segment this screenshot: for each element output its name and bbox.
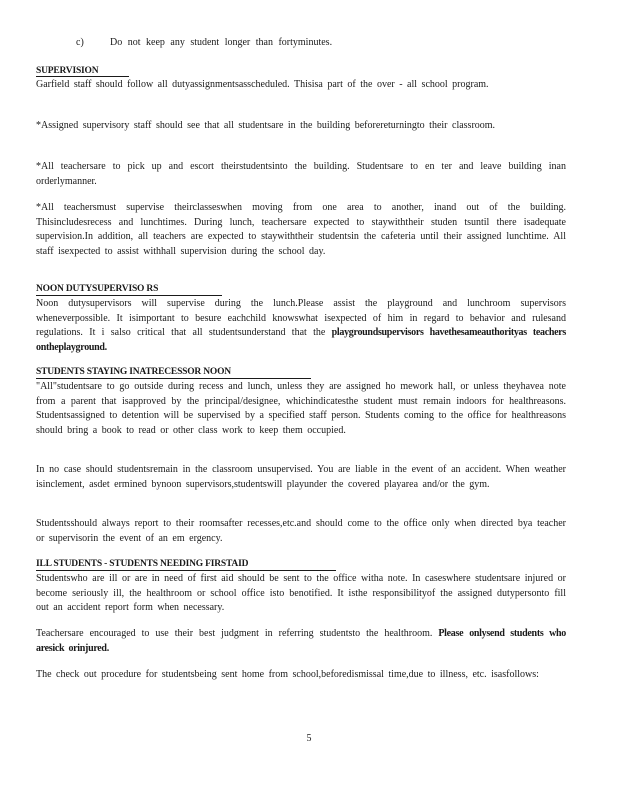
section-heading-ill-students: ILL STUDENTS - STUDENTS NEEDING FIRSTAID bbox=[36, 559, 249, 569]
ill-students-paragraph-3: The check out procedure for studentsbeing sent home from school,beforedismissal time,due to illness, etc. isasfollows: bbox=[36, 669, 539, 680]
section-heading-supervision: SUPERVISION bbox=[36, 66, 99, 76]
list-item-text: Do not keep any student longer than fortyminutes. bbox=[110, 37, 333, 48]
students-indoors-paragraph-3: Studentsshould always report to their roomsafter recesses,etc.and should come to the office only when directed bya teacher or supervisorin the event of an em ergency. bbox=[36, 518, 566, 544]
students-indoors-paragraph-1: "All"studentsare to go outside during recess and lunch, unless they are assigned ho mework hall, or unless theyhavea note from a parent that isapproved by the principal/designee, whichindicatesthe student must remain indoors for healthreasons. Studentsassigned to detention will be supervised by a specified staff person. Students coming to the office for healthreasons should bring a book to read or other class work to keep them occupied. bbox=[36, 381, 566, 436]
heading-underline bbox=[36, 295, 222, 296]
heading-underline bbox=[36, 378, 311, 379]
noon-duty-paragraph: Noon dutysupervisors will supervise during the lunch.Please assist the playground and lunchroom supervisors wheneverpossible. It isimportant to besure eachchild knowswhat isexpected of him in regard to behavior and rulesand regulations. It i salso critical that all studentsunderstand that the playgroundsupervisors havethesameauthorityas teachers ontheplayground. bbox=[36, 298, 567, 353]
bold-please: Please bbox=[438, 628, 464, 639]
heading-underline bbox=[36, 570, 336, 571]
supervision-paragraph-3: *All teachersare to pick up and escort theirstudentsinto the building. Studentsare to en ter and leave building inan orderlymanner. bbox=[36, 161, 566, 187]
noon-duty-bold-text: playgroundsupervisors havethesameauthorityas teachers ontheplayground. bbox=[36, 327, 567, 353]
supervision-paragraph-1: Garfield staff should follow all dutyassignmentsasscheduled. Thisisa part of the over - all school program. bbox=[36, 79, 489, 90]
bold-only-send: onlysend students who aresick orinjured. bbox=[36, 628, 567, 654]
list-item-c bbox=[76, 37, 332, 48]
ill-students-paragraph-2: Teachersare encouraged to use their best judgment in referring studentsto the healthroom. Please onlysend students who aresick orinjured. bbox=[36, 628, 567, 654]
supervision-paragraph-2: *Assigned supervisory staff should see that all studentsare in the building beforereturningto their classroom. bbox=[36, 120, 496, 131]
list-marker: c) bbox=[76, 37, 84, 48]
heading-underline bbox=[36, 76, 129, 77]
section-heading-students-indoors: STUDENTS STAYING INATRECESSOR NOON bbox=[36, 367, 231, 377]
section-heading-noon-duty: NOON DUTYSUPERVISO RS bbox=[36, 284, 159, 294]
page-number: 5 bbox=[306, 733, 312, 744]
supervision-paragraph-4: *All teachersmust supervise theirclasseswhen moving from one area to another, inand out of the building. Thisincludesrecess and lunchtimes. During lunch, teachersare expected to staywiththeir studen tsuntil there isadequate supervision.In addition, all teachers are expected to staywiththeir studentsin the cafeteria until their assigned lunchtime. All staff isexpected to assist withhall supervision during the school day. bbox=[36, 202, 566, 257]
ill-students-paragraph-1: Studentswho are ill or are in need of first aid should be sent to the office witha note. In caseswhere studentsare injured or become seriously ill, the healthroom or school office isto benotified. It isthe responsibilityof the assigned dutypersonto fill out an accident report form when necessary. bbox=[36, 573, 566, 613]
students-indoors-paragraph-2: In no case should studentsremain in the classroom unsupervised. You are liable in the event of an accident. When weather isinclement, asdet ermined bynoon supervisors,studentswill playunder the covered playarea and/or the gym. bbox=[36, 464, 566, 490]
